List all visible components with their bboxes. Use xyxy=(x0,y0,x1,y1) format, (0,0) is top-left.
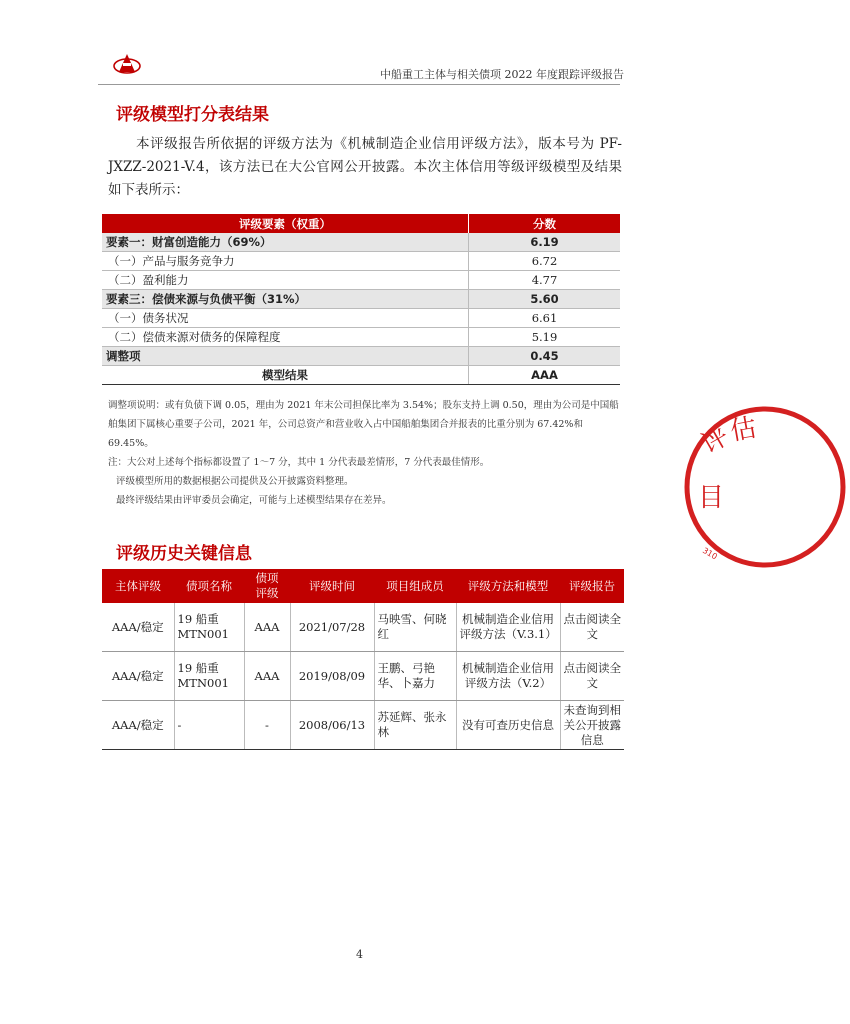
history-cell: AAA/稳定 xyxy=(102,701,174,750)
table-row xyxy=(102,701,624,750)
header-factor: 评级要素（权重） xyxy=(102,214,469,233)
factor-score: 5.19 xyxy=(469,328,621,347)
table-row xyxy=(102,309,620,328)
note-scale: 注：大公对上述每个指标都设置了 1～7 分，其中 1 分代表最差情形，7 分代表最佳情形。 xyxy=(108,457,490,468)
section-title-model: 评级模型打分表结果 xyxy=(116,105,269,125)
factor-score: 6.72 xyxy=(469,252,621,271)
svg-text:310: 310 xyxy=(701,545,719,562)
model-score-table xyxy=(102,214,620,385)
factor-label: 要素一：财富创造能力（69%） xyxy=(102,233,469,252)
factor-label: （二）盈利能力 xyxy=(102,271,469,290)
company-logo xyxy=(112,52,142,76)
table-row xyxy=(102,252,620,271)
table-row xyxy=(102,347,620,366)
table-row xyxy=(102,603,624,652)
history-cell: 2019/08/09 xyxy=(290,652,374,701)
report-link: 未查询到相关公开披露信息 xyxy=(560,701,624,750)
note-final-result: 最终评级结果由评审委员会确定，可能与上述模型结果存在差异。 xyxy=(116,495,392,506)
history-cell: 2021/07/28 xyxy=(290,603,374,652)
factor-label: 模型结果 xyxy=(102,366,469,385)
svg-text:估: 估 xyxy=(728,412,759,447)
intro-paragraph: 本评级报告所依据的评级方法为《机械制造企业信用评级方法》，版本号为 PF-JXZZ-2021-V.4，该方法已在大公官网公开披露。本次主体信用等级评级模型及结果如下表所示： xyxy=(108,136,622,198)
note-data-source: 评级模型所用的数据根据公司提供及公开披露资料整理。 xyxy=(116,476,354,487)
history-cell: 机械制造企业信用评级方法（V.3.1） xyxy=(456,603,560,652)
adjust-note: 调整项说明：或有负债下调 0.05，理由为 2021 年末公司担保比率为 3.54%；股东支持上调 0.50，理由为公司是中国船舶集团下属核心重要子公司，2021 年，公司总资产和营业收入占中国船舶集团合并报表的比重分别为 67.42%和 69.45%。 xyxy=(108,400,619,449)
history-cell: 没有可查历史信息 xyxy=(456,701,560,750)
history-header-cell: 评级方法和模型 xyxy=(456,569,560,603)
history-header-cell: 评级报告 xyxy=(560,569,624,603)
history-cell: AAA/稳定 xyxy=(102,603,174,652)
history-cell: 苏延辉、张永林 xyxy=(374,701,456,750)
history-cell: 王鹏、弓艳华、卜嘉力 xyxy=(374,652,456,701)
factor-score: 5.60 xyxy=(469,290,621,309)
history-cell: - xyxy=(174,701,244,750)
table-header-row xyxy=(102,214,620,233)
factor-label: （二）偿债来源对债务的保障程度 xyxy=(102,328,469,347)
history-cell: AAA/稳定 xyxy=(102,652,174,701)
svg-text:评: 评 xyxy=(696,421,735,461)
table-row xyxy=(102,328,620,347)
history-header-cell: 项目组成员 xyxy=(374,569,456,603)
table-row xyxy=(102,366,620,385)
table-row xyxy=(102,652,624,701)
svg-text:目: 目 xyxy=(698,483,725,513)
rating-history-table xyxy=(102,569,624,750)
history-cell: AAA xyxy=(244,652,290,701)
header-divider xyxy=(98,84,620,85)
factor-label: （一）产品与服务竞争力 xyxy=(102,252,469,271)
table-row xyxy=(102,233,620,252)
official-seal-stamp xyxy=(680,402,850,572)
history-cell: 马映雪、何晓红 xyxy=(374,603,456,652)
model-notes xyxy=(108,396,624,510)
header-score: 分数 xyxy=(469,214,621,233)
factor-score: 6.61 xyxy=(469,309,621,328)
history-header-cell: 评级时间 xyxy=(290,569,374,603)
table-row xyxy=(102,271,620,290)
section-title-history: 评级历史关键信息 xyxy=(116,544,252,564)
factor-score: AAA xyxy=(469,366,621,385)
table-row xyxy=(102,290,620,309)
history-header-cell: 主体评级 xyxy=(102,569,174,603)
history-header-cell: 债项评级 xyxy=(244,569,290,603)
factor-label: 要素三：偿债来源与负债平衡（31%） xyxy=(102,290,469,309)
page-number: 4 xyxy=(356,948,363,961)
report-link[interactable]: 点击阅读全文 xyxy=(560,603,624,652)
report-link[interactable]: 点击阅读全文 xyxy=(560,652,624,701)
factor-score: 6.19 xyxy=(469,233,621,252)
history-cell: - xyxy=(244,701,290,750)
factor-score: 4.77 xyxy=(469,271,621,290)
header-title: 中船重工主体与相关债项 2022 年度跟踪评级报告 xyxy=(380,68,624,81)
history-cell: AAA xyxy=(244,603,290,652)
history-cell: 19 船重 MTN001 xyxy=(174,652,244,701)
factor-score: 0.45 xyxy=(469,347,621,366)
table-header-row xyxy=(102,569,624,603)
history-header-cell: 债项名称 xyxy=(174,569,244,603)
history-cell: 2008/06/13 xyxy=(290,701,374,750)
factor-label: 调整项 xyxy=(102,347,469,366)
factor-label: （一）债务状况 xyxy=(102,309,469,328)
history-cell: 机械制造企业信用评级方法（V.2） xyxy=(456,652,560,701)
history-cell: 19 船重 MTN001 xyxy=(174,603,244,652)
